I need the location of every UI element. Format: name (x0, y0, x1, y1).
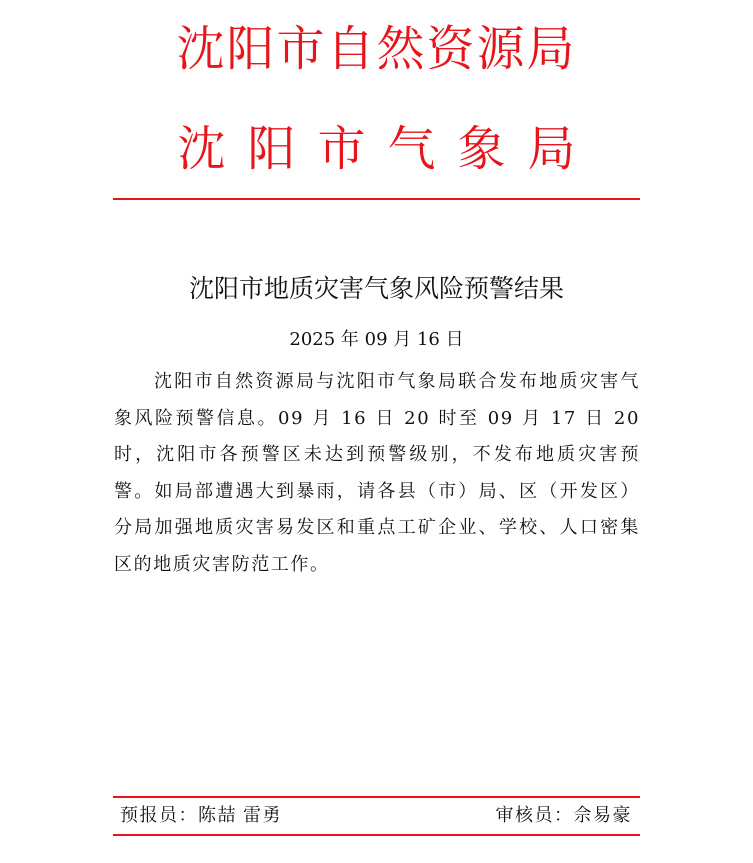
document-title: 沈阳市地质灾害气象风险预警结果 (188, 274, 564, 303)
footer-top-divider (113, 796, 640, 798)
document-body: 沈阳市自然资源局与沈阳市气象局联合发布地质灾害气象风险预警信息。09 月 16 日 20 时至 09 月 17 日 20 时，沈阳市各预警区未达到预警级别，不发布地质灾害预警。如局部遭遇大到暴雨，请各县（市）局、区（开发区）分局加强地质灾害易发区和重点工矿企业、学校、人口密集区的地质灾害防范工作。 (114, 371, 640, 575)
forecaster-name: 陈喆 (198, 805, 237, 826)
reviewer-block (496, 800, 633, 832)
signature-footer (120, 800, 632, 832)
forecaster-name: 雷勇 (243, 805, 282, 826)
forecaster-label: 预报员： (120, 805, 198, 826)
issuing-org-meteorology: 沈阳市气象局 (177, 121, 598, 177)
reviewer-name: 佘易豪 (573, 805, 632, 826)
header-divider (113, 198, 640, 200)
footer-bottom-divider (113, 834, 640, 836)
issuing-org-natural-resources: 沈阳市自然资源局 (176, 21, 577, 77)
document-date: 2025 年 09 月 16 日 (289, 329, 464, 350)
reviewer-label: 审核员： (495, 805, 574, 826)
forecaster-block (120, 800, 282, 832)
